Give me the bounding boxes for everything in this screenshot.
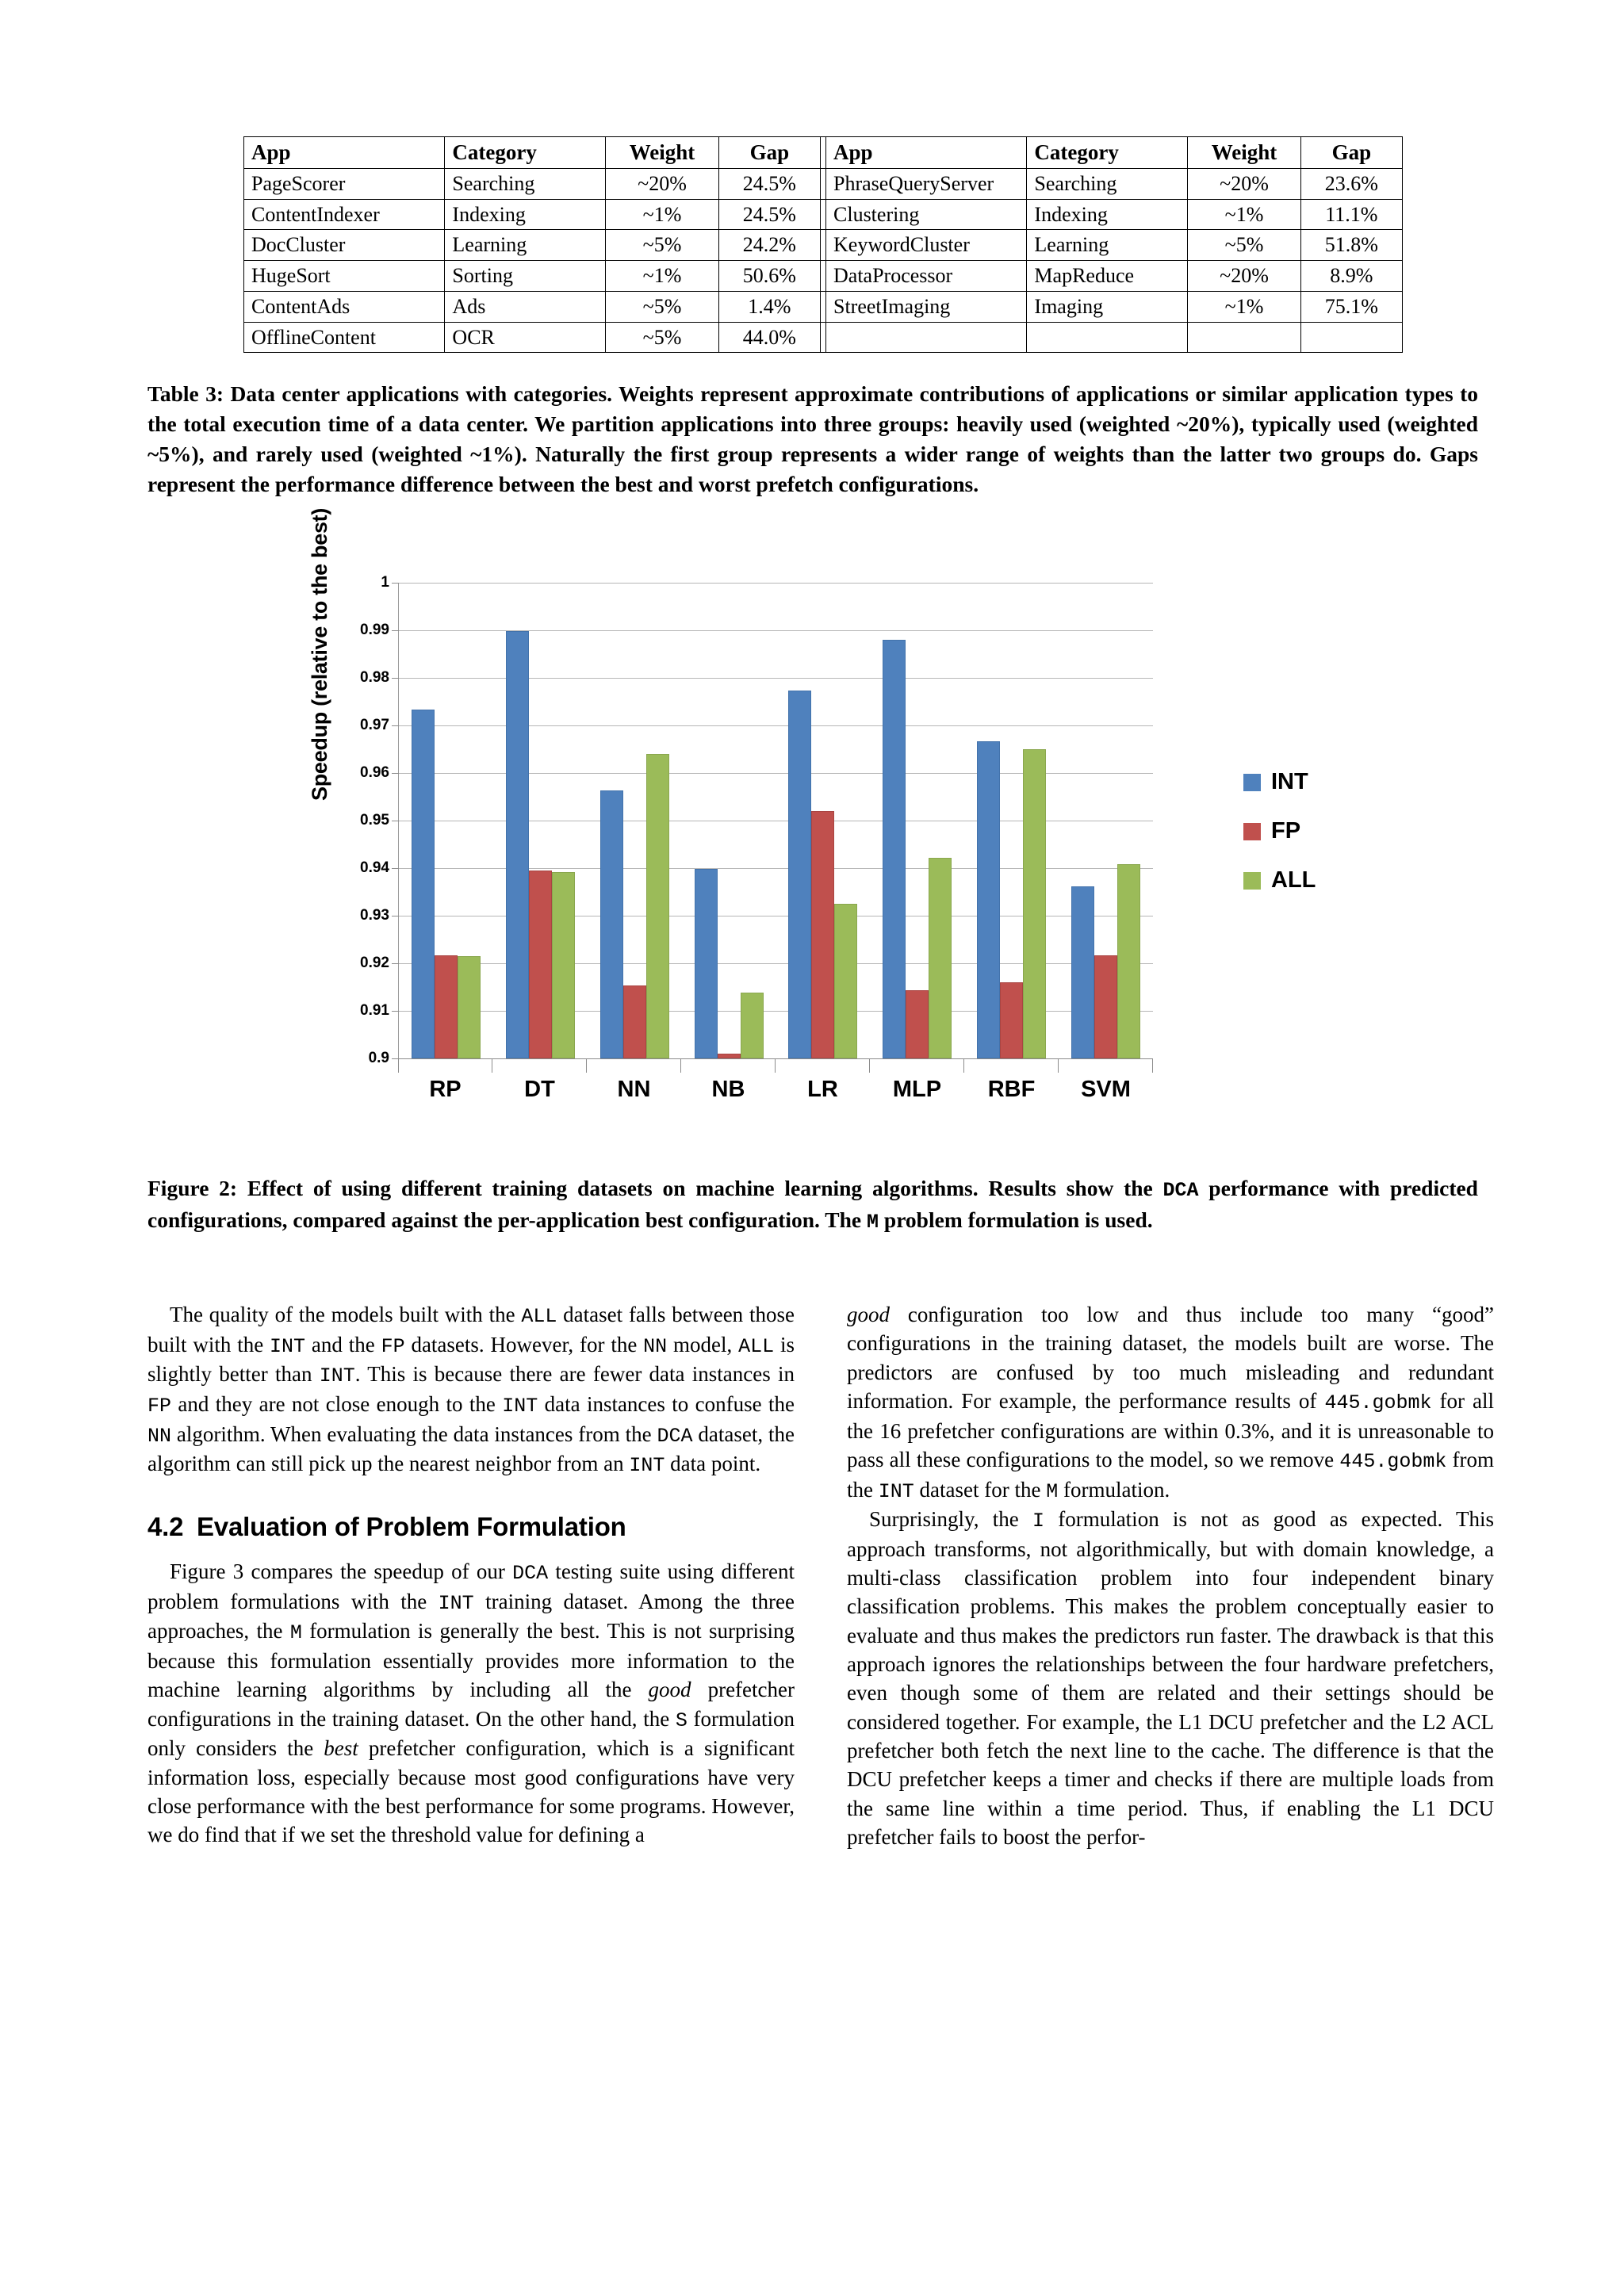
text-run: Figure 3 compares the speedup of our: [170, 1559, 513, 1584]
legend-swatch-int-icon: [1243, 774, 1261, 791]
cell-app: ContentIndexer: [244, 199, 445, 230]
chart-x-label-svm: SVM: [1081, 1077, 1131, 1102]
chart-bar-group: [682, 583, 776, 1058]
chart-bar-all-nn: [646, 754, 669, 1058]
chart-y-tick-label: 0.9: [368, 1050, 389, 1066]
chart-y-tick-label: 0.98: [360, 669, 389, 686]
legend-item-fp: [1243, 820, 1316, 843]
chart-y-tick-label: 0.95: [360, 812, 389, 828]
paragraph-problem-formulation: [147, 1557, 795, 1849]
cell-category: OCR: [445, 322, 606, 353]
table-row: [244, 261, 1403, 292]
table-3: [243, 136, 1403, 353]
text-run: formulation.: [1058, 1477, 1170, 1502]
cell-weight: ~20%: [1188, 168, 1300, 199]
code-m: M: [1046, 1479, 1059, 1503]
section-number: 4.2: [147, 1511, 184, 1541]
section-title: Evaluation of Problem Formulation: [197, 1511, 626, 1541]
figure-caption-part-3: problem formulation is used.: [879, 1207, 1153, 1232]
cell-category: Searching: [1027, 168, 1188, 199]
chart-bar-all-svm: [1117, 864, 1140, 1058]
chart-x-label-rp: RP: [429, 1077, 462, 1102]
chart-x-tickmark: [398, 1058, 492, 1073]
figure-caption: [147, 1173, 1478, 1236]
chart-y-tick-label: 1: [381, 574, 389, 591]
row-separator: [820, 168, 825, 199]
cell-gap: 24.2%: [718, 230, 820, 261]
text-run: configuration too low and thus include too many “good” configurations in the training dataset, the models built are worse. The predictors are confused by too much misleading and redundant information. For example, the performance results of: [847, 1303, 1494, 1413]
column-header-app-left: App: [244, 137, 445, 169]
text-run: dataset, the algorithm can still pick up the nearest neighbor from an: [147, 1422, 795, 1476]
cell-app: Clustering: [826, 199, 1027, 230]
paragraph-good-configuration: [847, 1300, 1494, 1505]
column-header-app-right: App: [826, 137, 1027, 169]
code-i: I: [1032, 1510, 1044, 1533]
figure-caption-part-2: performance with predicted configurations, compared against the per-application best configuration. The: [147, 1176, 1478, 1232]
table-row: [244, 168, 1403, 199]
cell-weight: ~1%: [1188, 199, 1300, 230]
text-run: testing suite using different problem formulations with the: [147, 1559, 795, 1613]
chart-bar-int-dt: [506, 631, 529, 1058]
cell-category: Searching: [445, 168, 606, 199]
table-row: [244, 322, 1403, 353]
chart-bar-int-svm: [1071, 886, 1094, 1058]
cell-gap: 44.0%: [718, 322, 820, 353]
cell-category: MapReduce: [1027, 261, 1188, 292]
body-text-left-column: [147, 1300, 795, 1850]
cell-weight-empty: [1188, 322, 1300, 353]
table-center-separator: [820, 137, 825, 169]
cell-category-empty: [1027, 322, 1188, 353]
cell-weight: ~5%: [606, 291, 718, 322]
cell-app: DocCluster: [244, 230, 445, 261]
legend-item-int: [1243, 771, 1316, 794]
code-gobmk: 445.gobmk: [1339, 1449, 1447, 1473]
chart-x-tickmarks: [398, 1058, 1153, 1073]
chart-y-tick-label: 0.97: [360, 717, 389, 733]
chart-bar-fp-mlp: [906, 990, 929, 1058]
emphasis-good: good: [648, 1678, 691, 1702]
cell-gap: 50.6%: [718, 261, 820, 292]
chart-bar-int-lr: [788, 691, 811, 1058]
legend-label: INT: [1271, 769, 1308, 794]
column-header-gap-left: Gap: [718, 137, 820, 169]
cell-app: KeywordCluster: [826, 230, 1027, 261]
table-row: [244, 199, 1403, 230]
text-run: algorithm. When evaluating the data instances from the: [171, 1422, 657, 1446]
text-run: prefetcher configuration, which is a significant information loss, especially because most good configurations have very close performance with the best performance for some programs. However, we do find that if we set the threshold value for defining a: [147, 1736, 795, 1847]
chart-x-tickmark: [870, 1058, 964, 1073]
text-run: formulation is generally the best. This is not surprising because this formulation essentially provides more information to the machine learning algorithms by including all the: [147, 1619, 795, 1702]
code-int: INT: [502, 1394, 538, 1418]
chart-x-tick-labels: [398, 1077, 1153, 1103]
code-nn: NN: [147, 1424, 172, 1448]
row-separator: [820, 322, 825, 353]
chart-bar-group: [1059, 583, 1153, 1058]
figure-caption-mono-dca: DCA: [1162, 1179, 1199, 1202]
chart-plot-area: [360, 574, 1153, 1066]
cell-app: PageScorer: [244, 168, 445, 199]
chart-y-tick-label: 0.91: [360, 1002, 389, 1019]
cell-category: Sorting: [445, 261, 606, 292]
code-nn: NN: [643, 1334, 668, 1358]
cell-gap: 24.5%: [718, 199, 820, 230]
chart-bar-group: [588, 583, 682, 1058]
text-run: data point.: [665, 1452, 761, 1476]
table-row: [244, 291, 1403, 322]
code-dca: DCA: [512, 1562, 549, 1586]
paragraph-all-dataset-quality: [147, 1300, 795, 1479]
text-run: prefetcher configurations in the training dataset. On the other hand, the: [147, 1678, 795, 1731]
cell-app: HugeSort: [244, 261, 445, 292]
text-run: . This is because there are fewer data instances in: [354, 1362, 795, 1387]
cell-category: Imaging: [1027, 291, 1188, 322]
cell-weight: ~5%: [606, 322, 718, 353]
table-body: [244, 168, 1403, 352]
cell-app: ContentAds: [244, 291, 445, 322]
chart-y-tick-label: 0.99: [360, 622, 389, 638]
chart-bar-int-rbf: [977, 741, 1000, 1058]
chart-x-tickmark: [681, 1058, 776, 1073]
text-run: training dataset. Among the three approaches, the: [147, 1589, 795, 1644]
chart-x-tickmark: [1059, 1058, 1153, 1073]
cell-weight: ~5%: [606, 230, 718, 261]
cell-category: Learning: [445, 230, 606, 261]
row-separator: [820, 291, 825, 322]
chart-y-tick-label: 0.96: [360, 764, 389, 781]
code-int: INT: [629, 1454, 665, 1478]
column-header-weight-right: Weight: [1188, 137, 1300, 169]
text-run: from the: [847, 1447, 1494, 1502]
legend-label: ALL: [1271, 867, 1316, 893]
chart-bar-all-rp: [458, 956, 481, 1058]
chart-bar-all-lr: [834, 904, 857, 1058]
text-run: Surprisingly, the: [869, 1507, 1032, 1532]
cell-weight: ~1%: [606, 199, 718, 230]
chart-bar-group: [493, 583, 588, 1058]
chart-bar-int-nb: [695, 869, 718, 1058]
chart-bar-int-nn: [600, 790, 623, 1058]
code-fp: FP: [381, 1334, 405, 1358]
table-caption: Table 3: Data center applications with categories. Weights represent approximate contributions of applications or similar application types to the total execution time of a data center. We partition applications into three groups: heavily used (weighted ~20%), typically used (weighted ~5%), and rarely used (weighted ~1%). Naturally the first group represents a wider range of weights than the latter two groups do. Gaps represent the performance difference between the best and worst prefetch configurations.: [147, 381, 1478, 497]
chart-x-label-lr: LR: [807, 1077, 838, 1102]
figure-caption-mono-m: M: [867, 1210, 879, 1234]
paragraph-i-formulation: [847, 1505, 1494, 1851]
text-run: and they are not close enough to the: [171, 1391, 503, 1416]
legend-label: FP: [1271, 818, 1301, 844]
text-run: model,: [667, 1332, 739, 1357]
chart-x-tickmark: [492, 1058, 587, 1073]
chart-bar-fp-svm: [1094, 955, 1117, 1058]
text-run: formulation only considers the: [147, 1706, 795, 1761]
row-separator: [820, 199, 825, 230]
chart-bar-fp-rbf: [1000, 982, 1023, 1058]
code-fp: FP: [147, 1394, 172, 1418]
cell-weight: ~20%: [1188, 261, 1300, 292]
figure-2-chart: [308, 507, 1348, 1158]
cell-weight: ~1%: [606, 261, 718, 292]
cell-gap: 11.1%: [1300, 199, 1402, 230]
cell-gap: 51.8%: [1300, 230, 1402, 261]
cell-category: Ads: [445, 291, 606, 322]
chart-bar-all-nb: [741, 993, 764, 1058]
chart-x-label-nb: NB: [711, 1077, 745, 1102]
cell-gap: 8.9%: [1300, 261, 1402, 292]
body-text-right-column: [847, 1300, 1494, 1851]
chart-bar-fp-nn: [623, 985, 646, 1058]
chart-bar-group: [870, 583, 964, 1058]
text-run: for all the 16 prefetcher configurations are within 0.3%, and it is unreasonable to pass all these configurations to the model, so we remove: [847, 1388, 1494, 1471]
chart-bar-all-rbf: [1023, 749, 1046, 1058]
chart-x-tickmark: [776, 1058, 870, 1073]
section-heading-4-2: [147, 1510, 795, 1544]
chart-y-tick-label: 0.93: [360, 907, 389, 924]
table-header-row: [244, 137, 1403, 169]
chart-bar-all-mlp: [929, 858, 952, 1058]
chart-bar-group: [776, 583, 871, 1058]
code-gobmk: 445.gobmk: [1324, 1391, 1432, 1414]
data-center-applications-table: [243, 136, 1403, 353]
cell-weight: ~1%: [1188, 291, 1300, 322]
cell-app: OfflineContent: [244, 322, 445, 353]
text-run: The quality of the models built with the: [170, 1303, 522, 1326]
code-all: ALL: [738, 1334, 775, 1358]
text-run: dataset for the: [914, 1477, 1047, 1502]
row-separator: [820, 230, 825, 261]
text-run: formulation is not as good as expected. This approach transforms, not algorithmically, but with domain knowledge, a multi-class classification problem into four independent binary classification problems. This makes the problem conceptually easier to evaluate and thus makes the predictors run faster. The drawback is that this approach ignores the relationships between the four hardware prefetchers, even though some of them are related and their settings should be considered together. For example, the L1 DCU prefetcher and the L2 ACL prefetcher both fetch the next line to the cache. The difference is that the DCU prefetcher keeps a timer and checks if there are multiple loads from the same line within a time period. Thus, if enabling the L1 DCU prefetcher fails to boost the perfor-: [847, 1507, 1494, 1849]
text-run: and the: [305, 1332, 381, 1357]
figure-caption-part-1: Figure 2: Effect of using different training datasets on machine learning algorithms. Results show the: [147, 1176, 1163, 1200]
chart-bar-int-rp: [412, 710, 435, 1058]
code-int: INT: [319, 1364, 355, 1388]
chart-bar-fp-dt: [529, 871, 552, 1058]
cell-gap: 23.6%: [1300, 168, 1402, 199]
cell-gap: 75.1%: [1300, 291, 1402, 322]
table-header: [244, 137, 1403, 169]
code-int: INT: [438, 1591, 474, 1615]
legend-item-all: [1243, 869, 1316, 892]
chart-bar-groups: [399, 583, 1153, 1058]
legend-swatch-all-icon: [1243, 872, 1261, 890]
column-header-category-left: Category: [445, 137, 606, 169]
chart-x-label-nn: NN: [617, 1077, 651, 1102]
chart-bar-fp-lr: [811, 811, 834, 1058]
cell-app: StreetImaging: [826, 291, 1027, 322]
chart-x-tickmark: [964, 1058, 1059, 1073]
chart-y-tick-label: 0.94: [360, 859, 389, 876]
chart-x-label-mlp: MLP: [892, 1077, 942, 1102]
chart-bar-all-dt: [552, 872, 575, 1058]
code-all: ALL: [521, 1305, 557, 1328]
cell-app: PhraseQueryServer: [826, 168, 1027, 199]
cell-gap-empty: [1300, 322, 1402, 353]
cell-app-empty: [826, 322, 1027, 353]
code-int: INT: [878, 1479, 914, 1503]
cell-category: Indexing: [445, 199, 606, 230]
row-separator: [820, 261, 825, 292]
emphasis-best: best: [324, 1736, 358, 1761]
chart-bar-fp-rp: [435, 955, 458, 1058]
chart-bar-int-mlp: [883, 640, 906, 1058]
column-header-category-right: Category: [1027, 137, 1188, 169]
legend-swatch-fp-icon: [1243, 823, 1261, 840]
text-run: datasets. However, for the: [404, 1332, 644, 1357]
chart-y-axis-label: Speedup (relative to the best): [308, 507, 331, 801]
code-int: INT: [270, 1334, 306, 1358]
code-m: M: [289, 1621, 302, 1645]
chart-y-tick-label: 0.92: [360, 955, 389, 971]
cell-weight: ~5%: [1188, 230, 1300, 261]
cell-gap: 24.5%: [718, 168, 820, 199]
cell-gap: 1.4%: [718, 291, 820, 322]
cell-weight: ~20%: [606, 168, 718, 199]
cell-category: Learning: [1027, 230, 1188, 261]
chart-bar-group: [964, 583, 1059, 1058]
text-run: is slightly better than: [147, 1332, 795, 1387]
cell-app: DataProcessor: [826, 261, 1027, 292]
chart-x-tickmark: [587, 1058, 681, 1073]
chart-bar-group: [399, 583, 493, 1058]
emphasis-good: good: [847, 1303, 890, 1326]
cell-category: Indexing: [1027, 199, 1188, 230]
code-dca: DCA: [657, 1424, 693, 1448]
text-run: data instances to confuse the: [538, 1391, 795, 1416]
chart-x-label-rbf: RBF: [987, 1077, 1036, 1102]
column-header-weight-left: Weight: [606, 137, 718, 169]
code-s: S: [675, 1709, 688, 1732]
table-row: [244, 230, 1403, 261]
text-run: dataset falls between those built with the: [147, 1303, 795, 1357]
chart-x-label-dt: DT: [524, 1077, 555, 1102]
chart-legend: [1243, 771, 1316, 892]
column-header-gap-right: Gap: [1300, 137, 1402, 169]
